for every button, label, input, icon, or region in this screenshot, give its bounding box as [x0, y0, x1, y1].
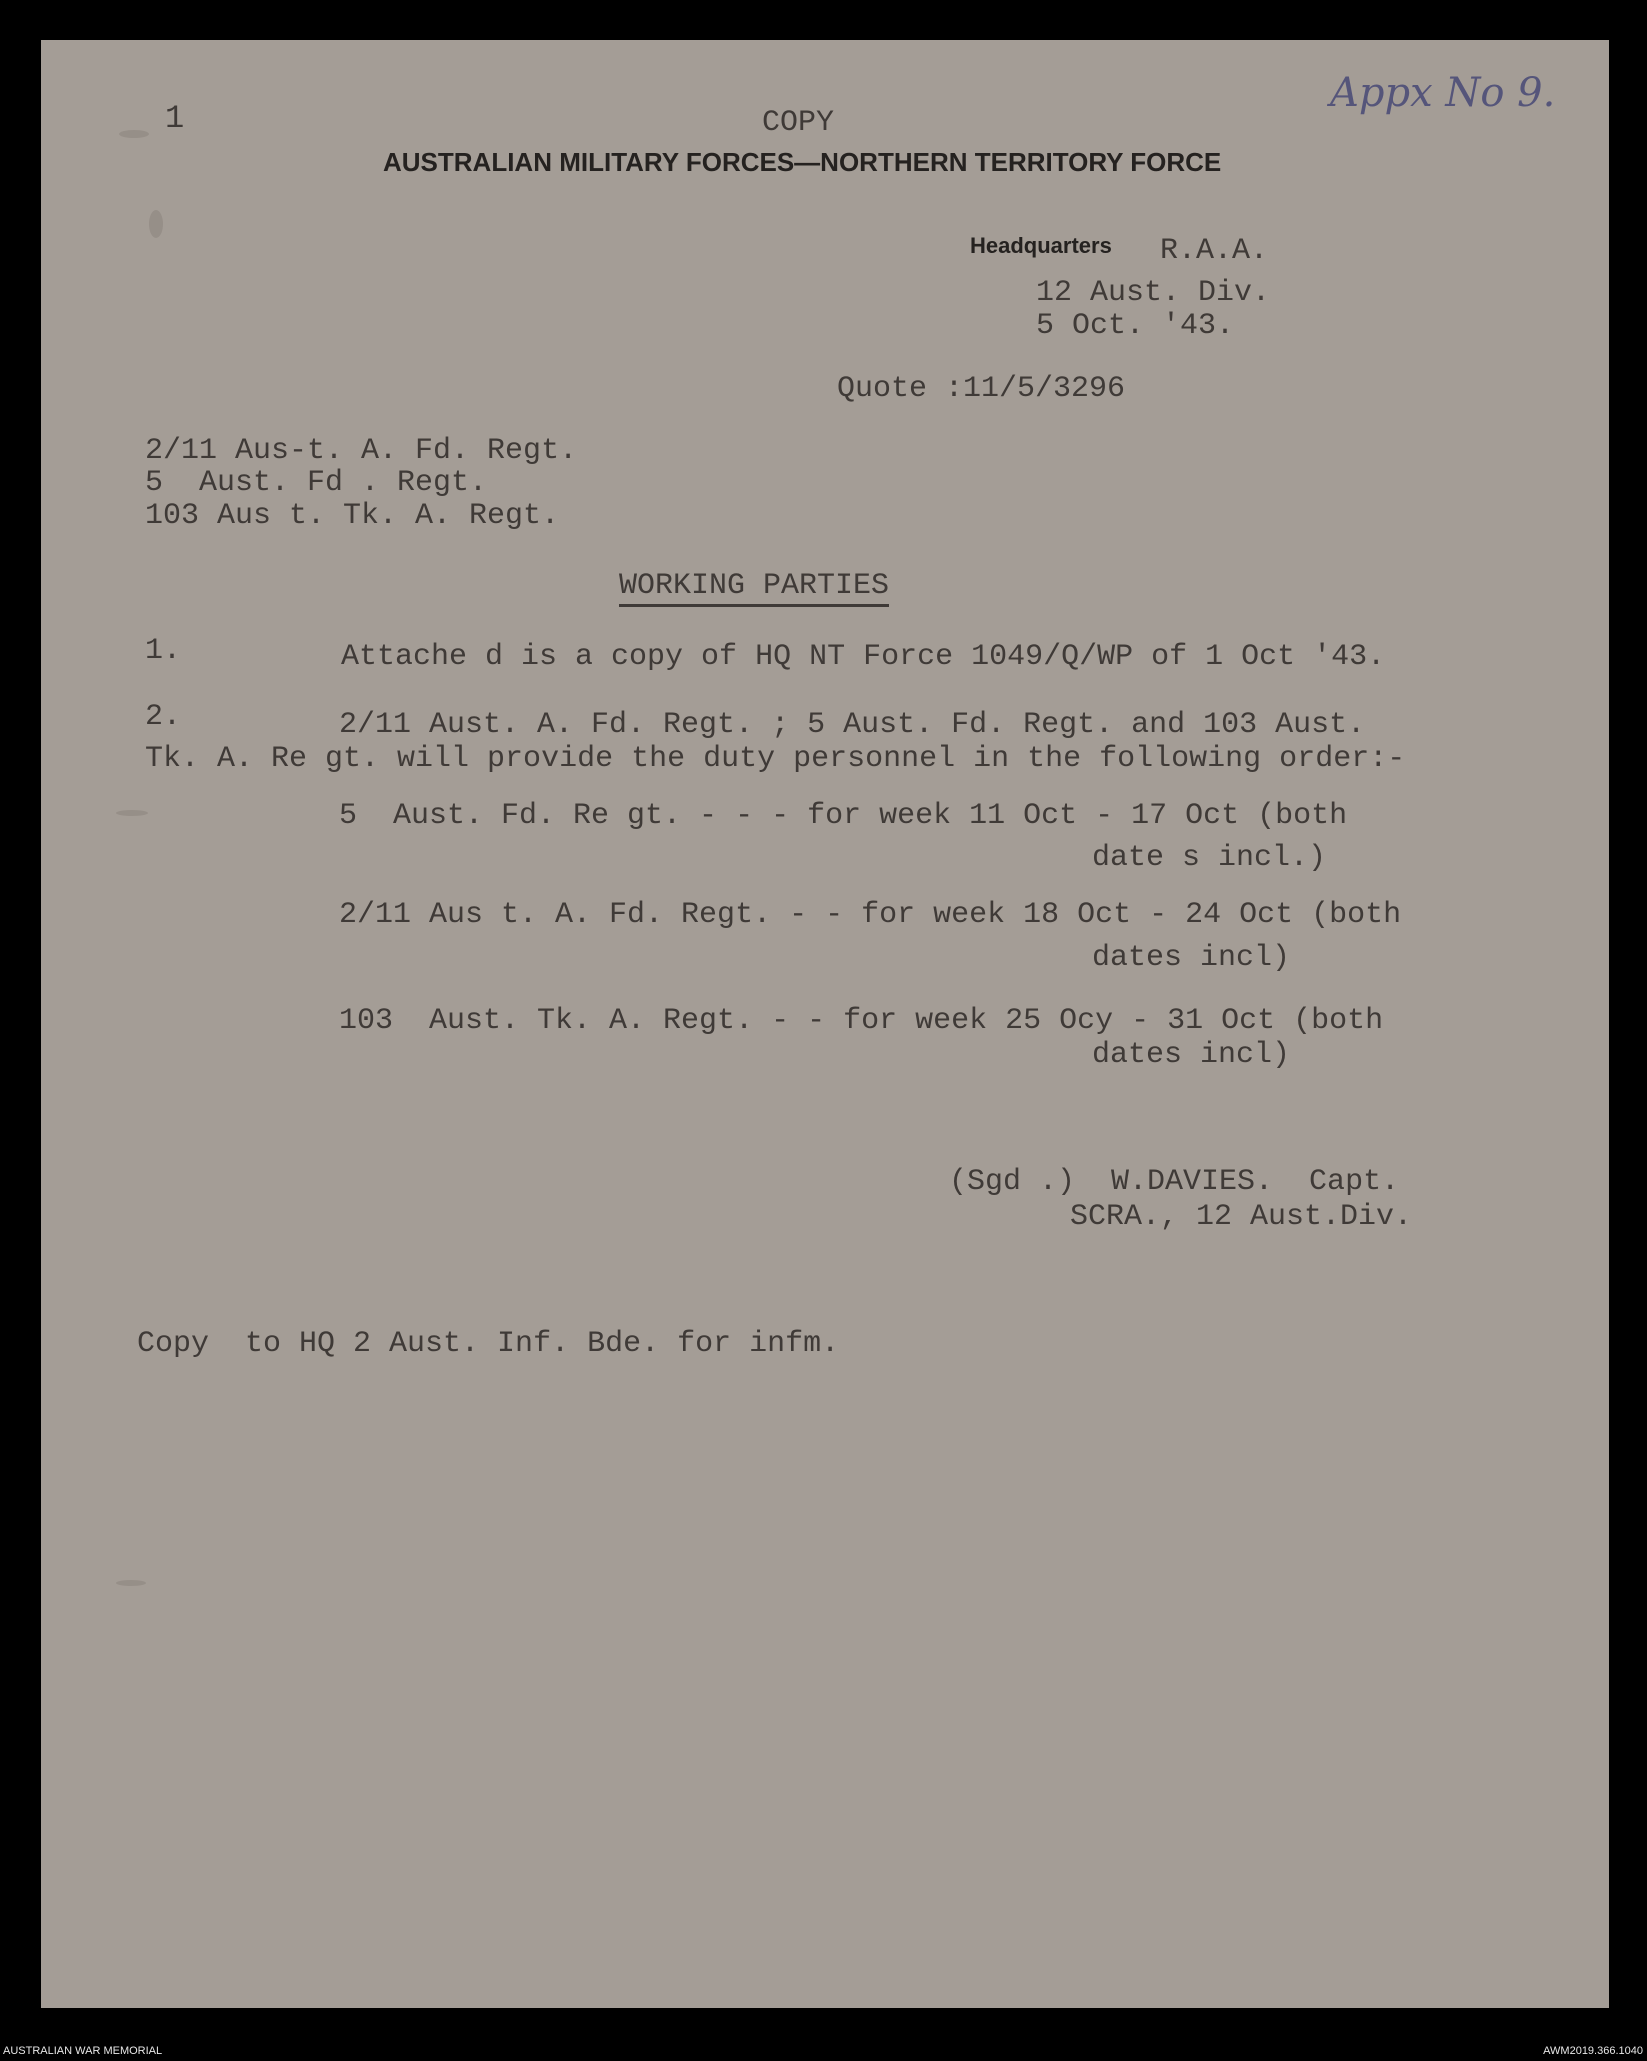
schedule-dates: dates incl): [1092, 1038, 1291, 1072]
paragraph-number: 2.: [145, 700, 182, 734]
subject-heading: WORKING PARTIES: [619, 571, 889, 607]
schedule-row: 103 Aust. Tk. A. Regt. - - for week 25 Ocy - 31 Oct (both: [339, 1004, 1384, 1038]
hq-unit: R.A.A.: [1160, 234, 1269, 268]
division: 12 Aust. Div.: [1036, 276, 1271, 310]
stray-mark: 1: [165, 100, 185, 137]
paragraph-1: Attache d is a copy of HQ NT Force 1049/Q/WP of 1 Oct '43.: [341, 640, 1386, 674]
schedule-row: 2/11 Aus t. A. Fd. Regt. - - for week 18 Oct - 24 Oct (both: [339, 898, 1402, 932]
copy-to-line: Copy to HQ 2 Aust. Inf. Bde. for infm.: [137, 1327, 840, 1361]
footer-accession: AWM2019.366.1040: [1543, 2045, 1643, 2057]
document-date: 5 Oct. '43.: [1036, 309, 1235, 343]
letterhead-title: AUSTRALIAN MILITARY FORCES—NORTHERN TERRITORY FORCE: [383, 147, 1222, 177]
handwritten-annotation: Appx No 9.: [1330, 70, 1556, 116]
schedule-row: 5 Aust. Fd. Re gt. - - - for week 11 Oct - 17 Oct (both: [339, 799, 1348, 833]
copy-label: COPY: [762, 106, 835, 140]
schedule-dates: dates incl): [1092, 941, 1291, 975]
paragraph-2-line-2: Tk. A. Re gt. will provide the duty personnel in the following order:-: [145, 742, 1406, 776]
footer-credit: AUSTRALIAN WAR MEMORIAL: [3, 2045, 163, 2057]
schedule-dates: date s incl.): [1092, 841, 1327, 875]
signature-title: SCRA., 12 Aust.Div.: [1070, 1200, 1413, 1234]
addressee: 5 Aust. Fd . Regt.: [145, 466, 488, 500]
paragraph-2-line-1: 2/11 Aust. A. Fd. Regt. ; 5 Aust. Fd. Regt. and 103 Aust.: [339, 708, 1366, 742]
addressee: 2/11 Aus-t. A. Fd. Regt.: [145, 434, 578, 468]
hq-label: Headquarters: [970, 233, 1112, 258]
signature-line: (Sgd .) W.DAVIES. Capt.: [949, 1165, 1400, 1199]
addressee: 103 Aus t. Tk. A. Regt.: [145, 499, 560, 533]
paragraph-number: 1.: [145, 634, 182, 668]
quote-reference: Quote :11/5/3296: [837, 372, 1126, 406]
